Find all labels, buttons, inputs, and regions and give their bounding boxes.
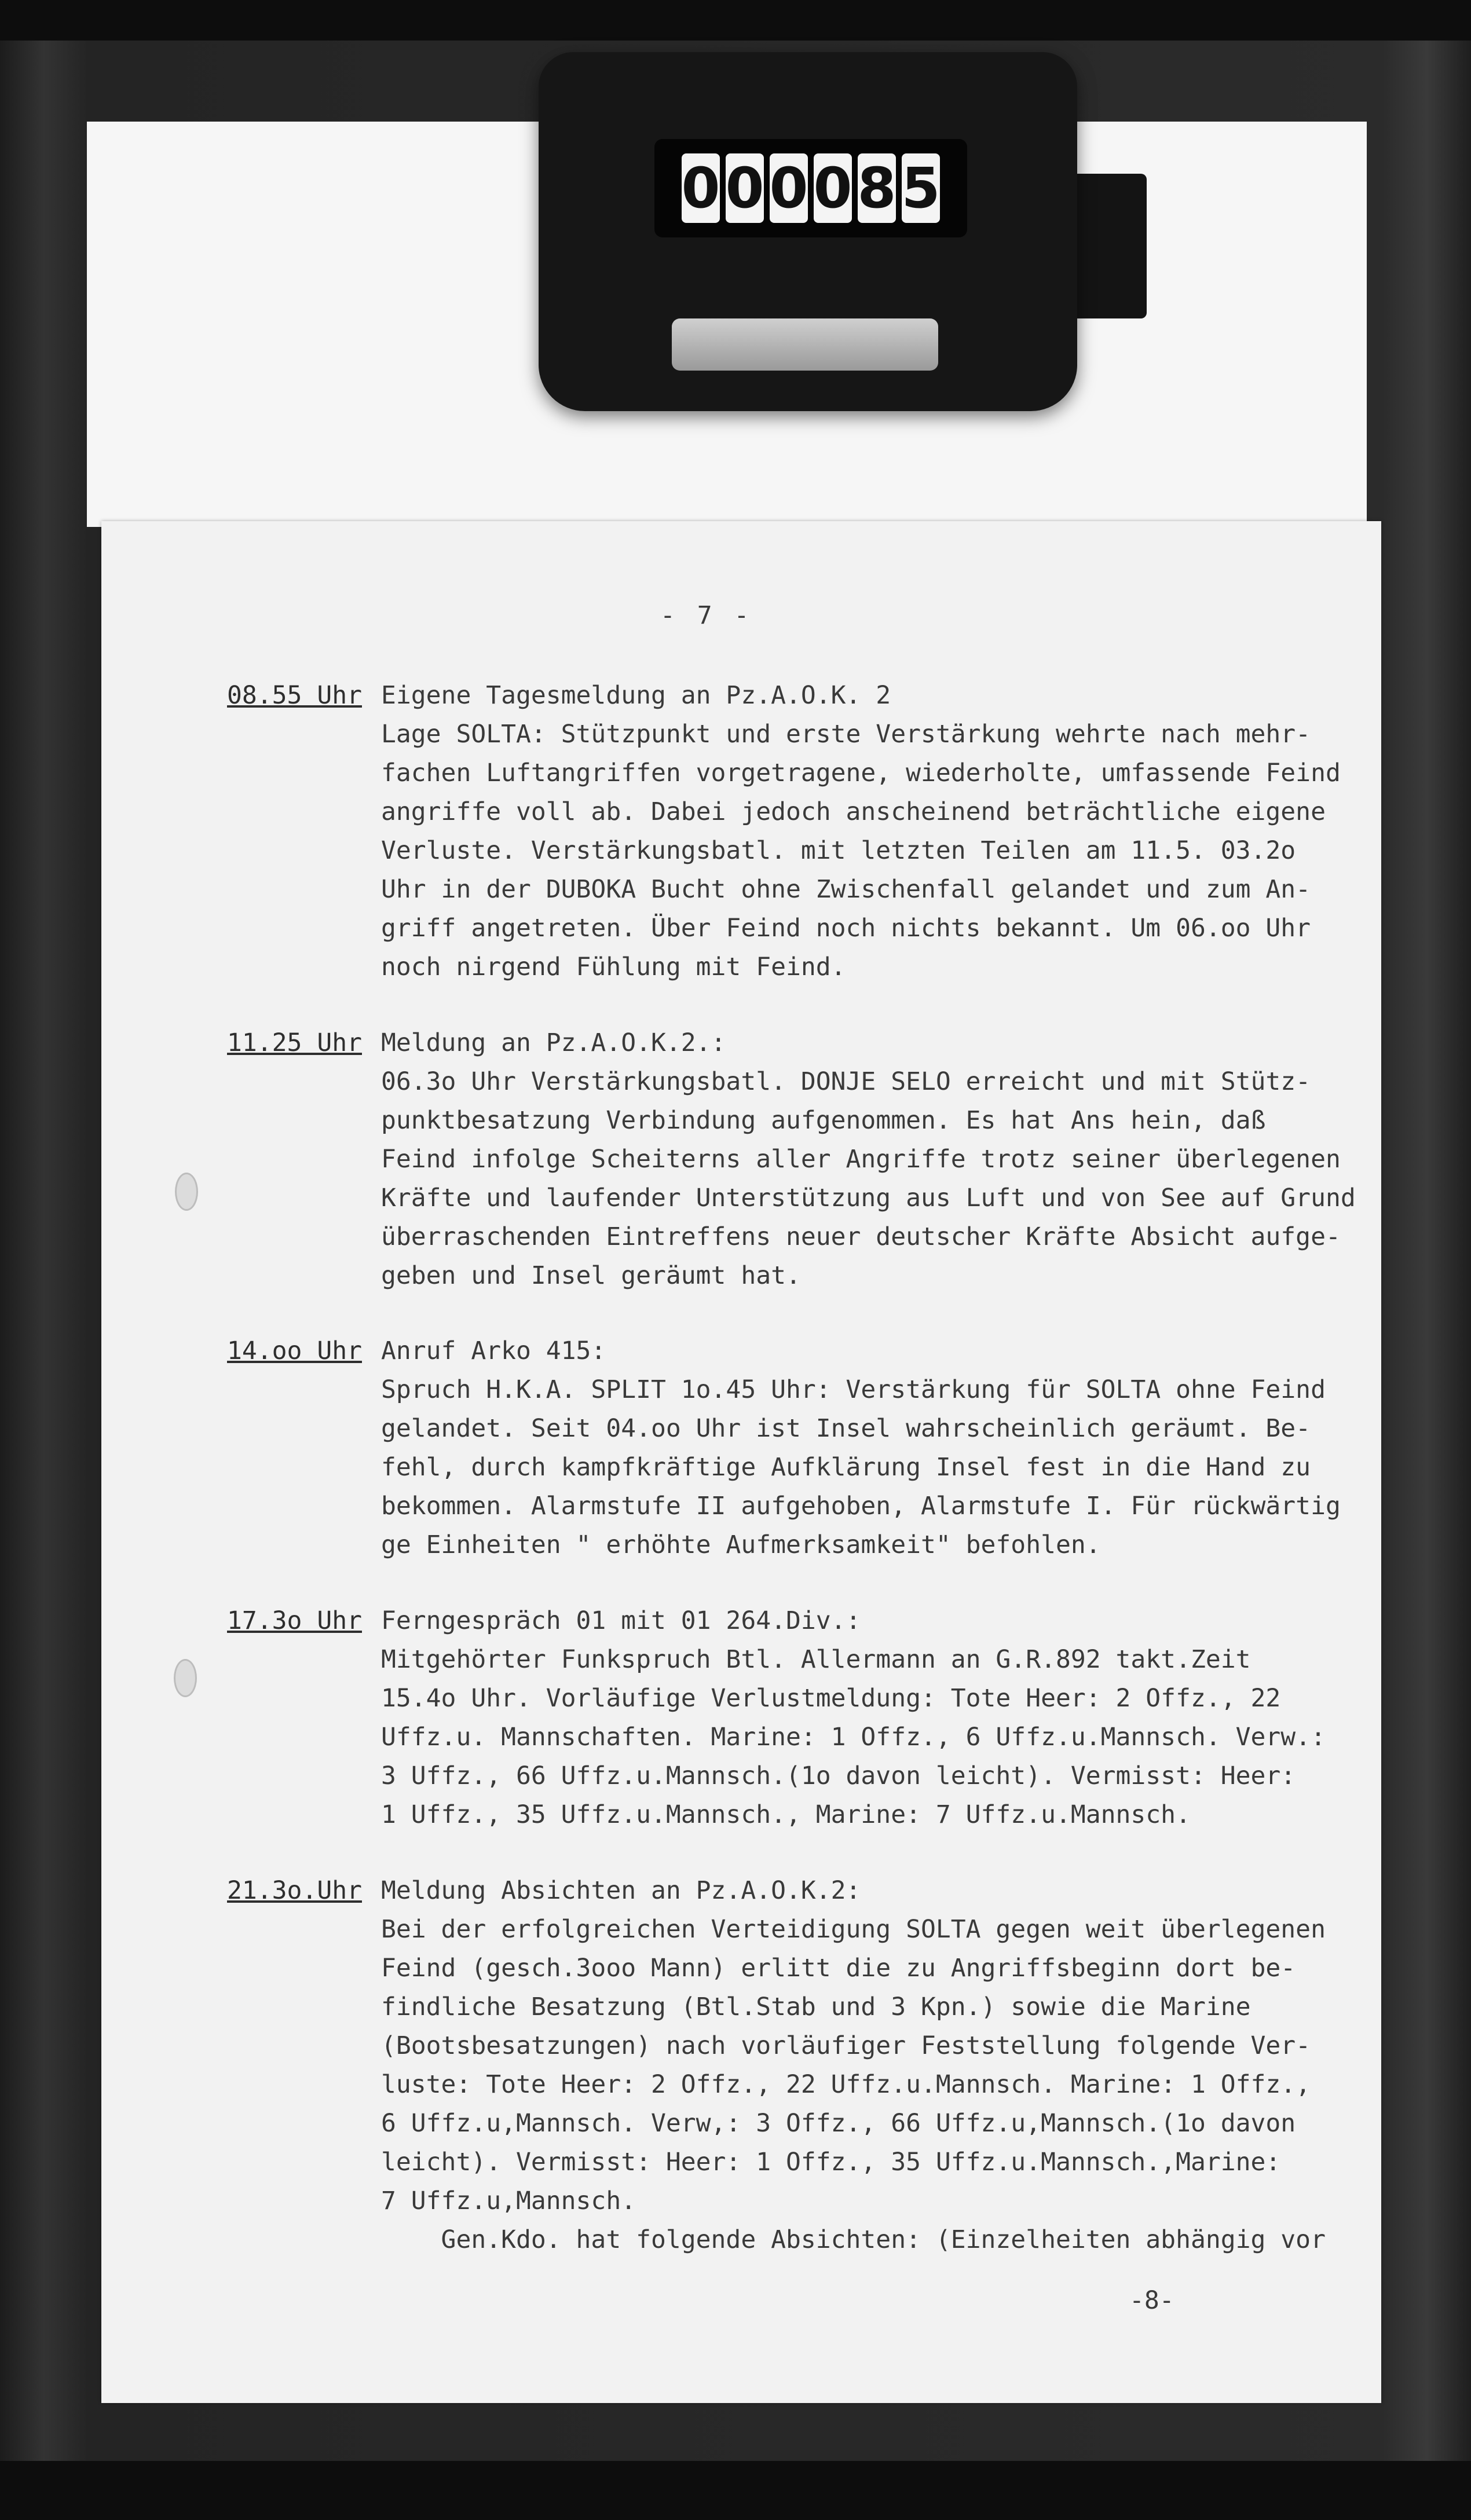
punch-hole	[175, 1173, 198, 1211]
entry-line: Ferngespräch 01 mit 01 264.Div.:	[381, 1606, 861, 1635]
entry-line: luste: Tote Heer: 2 Offz., 22 Uffz.u.Mannsch. Marine: 1 Offz.,	[381, 2070, 1311, 2099]
entry-line: Mitgehörter Funkspruch Btl. Allermann an G.R.892 takt.Zeit	[381, 1645, 1251, 1674]
entry-line: gelandet. Seit 04.oo Uhr ist Insel wahrscheinlich geräumt. Be-	[381, 1414, 1311, 1443]
film-border-bottom	[0, 2461, 1471, 2520]
entry-line: Feind infolge Scheiterns aller Angriffe trotz seiner überlegenen	[381, 1145, 1341, 1174]
entry-time: 08.55 Uhr	[227, 681, 362, 710]
entry-line: Anruf Arko 415:	[381, 1336, 606, 1365]
entry-line: Eigene Tagesmeldung an Pz.A.O.K. 2	[381, 681, 891, 710]
entry-line: griff angetreten. Über Feind noch nichts bekannt. Um 06.oo Uhr	[381, 914, 1311, 943]
entry-line: 06.3o Uhr Verstärkungsbatl. DONJE SELO erreicht und mit Stütz-	[381, 1067, 1311, 1096]
entry-text	[381, 1871, 1326, 2259]
entry-text	[381, 1024, 1356, 1295]
counter-digit: 0	[726, 153, 764, 223]
counter-digit: 0	[814, 153, 852, 223]
entry-line: Lage SOLTA: Stützpunkt und erste Verstärkung wehrte nach mehr-	[381, 720, 1311, 749]
entry-line: findliche Besatzung (Btl.Stab und 3 Kpn.) sowie die Marine	[381, 1992, 1251, 2021]
entry-line: 6 Uffz.u,Mannsch. Verw,: 3 Offz., 66 Uffz.u,Mannsch.(1o davon	[381, 2109, 1296, 2138]
entry-line: Feind (gesch.3ooo Mann) erlitt die zu Angriffsbeginn dort be-	[381, 1954, 1296, 1983]
entry-line: Verluste. Verstärkungsbatl. mit letzten Teilen am 11.5. 03.2o	[381, 836, 1296, 865]
entry-time: 14.oo Uhr	[227, 1336, 362, 1365]
entry-line: angriffe voll ab. Dabei jedoch anscheinend beträchtliche eigene	[381, 797, 1326, 826]
entry-line: 7 Uffz.u,Mannsch.	[381, 2186, 636, 2215]
entry-line: Uhr in der DUBOKA Bucht ohne Zwischenfall gelandet und zum An-	[381, 875, 1311, 904]
entry-line: Kräfte und laufender Unterstützung aus Luft und von See auf Grund	[381, 1184, 1356, 1213]
entry-line: Spruch H.K.A. SPLIT 1o.45 Uhr: Verstärkung für SOLTA ohne Feind	[381, 1375, 1326, 1404]
entry-line: 1 Uffz., 35 Uffz.u.Mannsch., Marine: 7 Uffz.u.Mannsch.	[381, 1800, 1191, 1829]
counter-digit: 0	[770, 153, 808, 223]
entry-line: geben und Insel geräumt hat.	[381, 1261, 801, 1290]
entry-text	[381, 1332, 1341, 1565]
counter-digit: 8	[858, 153, 896, 223]
entry-line: (Bootsbesatzungen) nach vorläufiger Feststellung folgende Ver-	[381, 2031, 1311, 2060]
entry-time: 11.25 Uhr	[227, 1028, 362, 1057]
entry-line: überraschenden Eintreffens neuer deutscher Kräfte Absicht aufge-	[381, 1222, 1341, 1251]
entry-text	[381, 1602, 1326, 1834]
punch-hole	[174, 1659, 197, 1697]
entry-time: 21.3o.Uhr	[227, 1876, 362, 1905]
counter-side-knob	[1071, 174, 1147, 318]
entry-line: ge Einheiten " erhöhte Aufmerksamkeit" befohlen.	[381, 1530, 1101, 1559]
next-page-number: -8-	[1129, 2286, 1174, 2315]
entry-line: Gen.Kdo. hat folgende Absichten: (Einzelheiten abhängig vor	[381, 2225, 1326, 2254]
counter-digit: 0	[682, 153, 720, 223]
entry-line: fehl, durch kampfkräftige Aufklärung Insel fest in die Hand zu	[381, 1453, 1311, 1482]
entry-line: Meldung Absichten an Pz.A.O.K.2:	[381, 1876, 861, 1905]
counter-digit: 5	[902, 153, 940, 223]
counter-label-plate	[672, 318, 938, 371]
entry-line: 3 Uffz., 66 Uffz.u.Mannsch.(1o davon leicht). Vermisst: Heer:	[381, 1761, 1296, 1790]
film-border-top	[0, 0, 1471, 41]
entry-line: leicht). Vermisst: Heer: 1 Offz., 35 Uffz.u.Mannsch.,Marine:	[381, 2148, 1281, 2177]
entry-line: Bei der erfolgreichen Verteidigung SOLTA gegen weit überlegenen	[381, 1915, 1326, 1944]
frame-counter-device	[539, 52, 1077, 411]
entry-line: Uffz.u. Mannschaften. Marine: 1 Offz., 6 Uffz.u.Mannsch. Verw.:	[381, 1723, 1326, 1752]
entry-line: Meldung an Pz.A.O.K.2.:	[381, 1028, 726, 1057]
page-number: - 7 -	[660, 601, 753, 630]
entry-line: bekommen. Alarmstufe II aufgehoben, Alarmstufe I. Für rückwärtig	[381, 1492, 1341, 1521]
entry-time: 17.3o Uhr	[227, 1606, 362, 1635]
counter-display	[654, 139, 967, 237]
entry-text	[381, 676, 1341, 987]
entry-line: noch nirgend Fühlung mit Feind.	[381, 953, 846, 981]
entry-line: fachen Luftangriffen vorgetragene, wiederholte, umfassende Feind	[381, 759, 1341, 788]
entry-line: punktbesatzung Verbindung aufgenommen. Es hat Ans hein, daß	[381, 1106, 1266, 1135]
entry-line: 15.4o Uhr. Vorläufige Verlustmeldung: Tote Heer: 2 Offz., 22	[381, 1684, 1281, 1713]
